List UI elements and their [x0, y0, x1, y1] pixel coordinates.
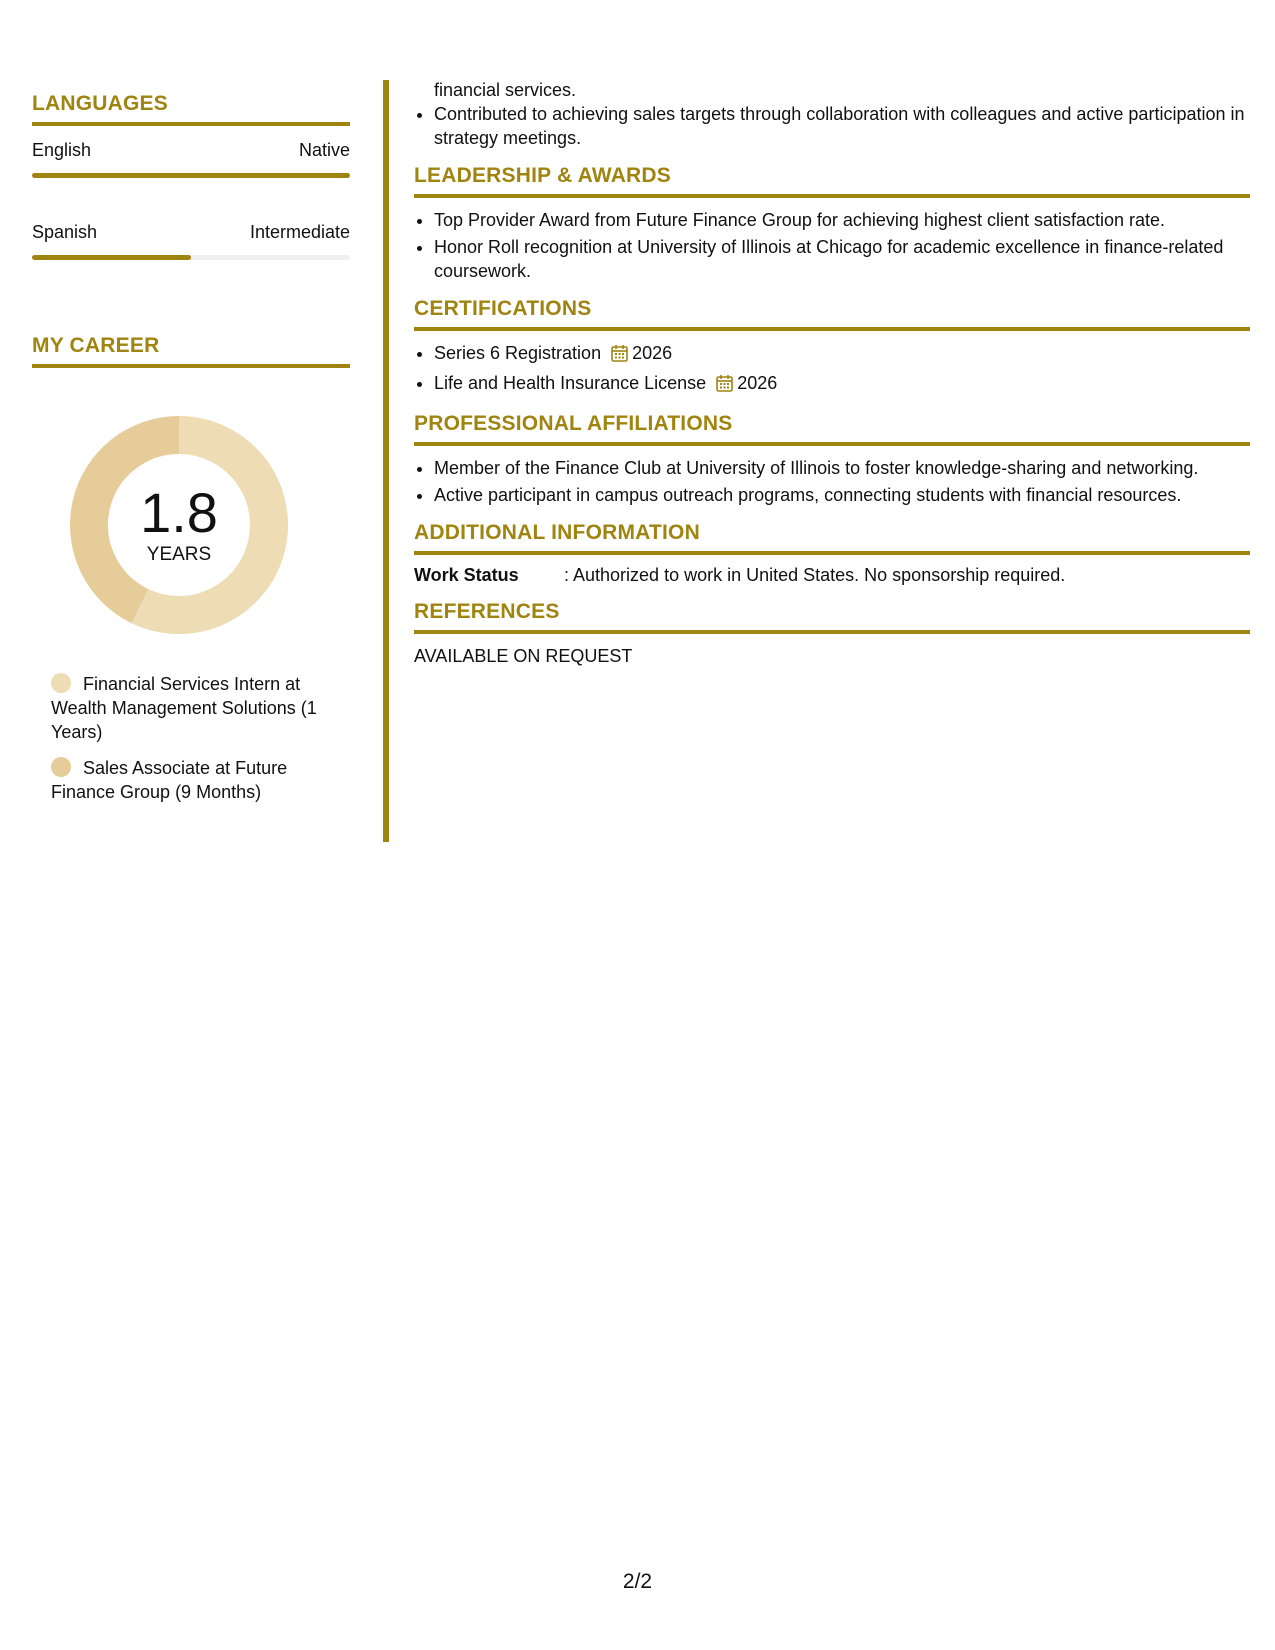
- career-heading: MY CAREER: [32, 334, 350, 368]
- language-level: Native: [298, 140, 350, 160]
- language-name: Spanish: [32, 222, 98, 242]
- certifications-section: [414, 297, 1250, 398]
- legend-label: Financial Services Intern at Wealth Management Solutions (1 Years): [51, 674, 317, 742]
- language-item-english: [32, 140, 350, 178]
- work-status-label: Work Status: [414, 565, 519, 585]
- language-level: Intermediate: [249, 222, 350, 242]
- legend-color-dot: [51, 757, 71, 777]
- references-section: [414, 600, 1250, 667]
- career-donut-chart: [64, 410, 294, 640]
- affiliation-bullet: • Active participant in campus outreach programs, connecting students with financial resources.: [434, 483, 1250, 507]
- experience-bullets: [414, 102, 1250, 150]
- affiliations-heading: PROFESSIONAL AFFILIATIONS: [414, 412, 1250, 446]
- affiliations-section: [414, 412, 1250, 507]
- leadership-heading: LEADERSHIP & AWARDS: [414, 164, 1250, 198]
- certification-year: 2026: [632, 343, 673, 363]
- leadership-bullet: • Honor Roll recognition at University of Illinois at Chicago for academic excellence in finance-related coursework.: [434, 235, 1250, 283]
- language-proficiency-bar: [32, 173, 350, 178]
- language-proficiency-fill: [32, 255, 191, 260]
- career-legend: [32, 672, 350, 804]
- column-divider: [383, 80, 389, 842]
- certification-name: Life and Health Insurance License: [434, 373, 707, 393]
- certification-item: [434, 341, 1250, 368]
- legend-label: Sales Associate at Future Finance Group (9 Months): [51, 758, 288, 802]
- career-legend-item: [51, 756, 350, 804]
- calendar-icon: [611, 344, 628, 368]
- experience-continued-text: financial services.: [434, 80, 577, 100]
- leadership-section: [414, 164, 1250, 283]
- calendar-icon: [716, 374, 733, 398]
- work-status-row: [414, 565, 1250, 586]
- languages-heading: LANGUAGES: [32, 92, 350, 126]
- page-number: 2/2: [622, 1570, 653, 1593]
- language-item-spanish: [32, 222, 350, 260]
- career-total-value: 1.8: [140, 481, 218, 544]
- affiliation-bullet: • Member of the Finance Club at University of Illinois to foster knowledge-sharing and networking.: [434, 456, 1250, 480]
- language-proficiency-fill: [32, 173, 350, 178]
- career-legend-item: [51, 672, 350, 744]
- additional-info-section: [414, 521, 1250, 586]
- leadership-bullet: • Top Provider Award from Future Finance Group for achieving highest client satisfaction rate.: [434, 208, 1250, 232]
- certifications-heading: CERTIFICATIONS: [414, 297, 1250, 331]
- language-proficiency-bar: [32, 255, 350, 260]
- certification-name: Series 6 Registration: [434, 343, 602, 363]
- right-column: [414, 78, 1250, 667]
- experience-bullet: • Contributed to achieving sales targets through collaboration with colleagues and active participation in strategy meetings.: [434, 102, 1250, 150]
- language-name: English: [32, 140, 92, 160]
- career-total-unit: YEARS: [146, 544, 212, 565]
- certification-year: 2026: [737, 373, 778, 393]
- additional-info-heading: ADDITIONAL INFORMATION: [414, 521, 1250, 555]
- work-status-value: : Authorized to work in United States. No sponsorship required.: [564, 565, 1066, 585]
- left-column: [32, 92, 350, 816]
- references-text: AVAILABLE ON REQUEST: [414, 646, 633, 666]
- references-heading: REFERENCES: [414, 600, 1250, 634]
- certification-item: [434, 371, 1250, 398]
- legend-color-dot: [51, 673, 71, 693]
